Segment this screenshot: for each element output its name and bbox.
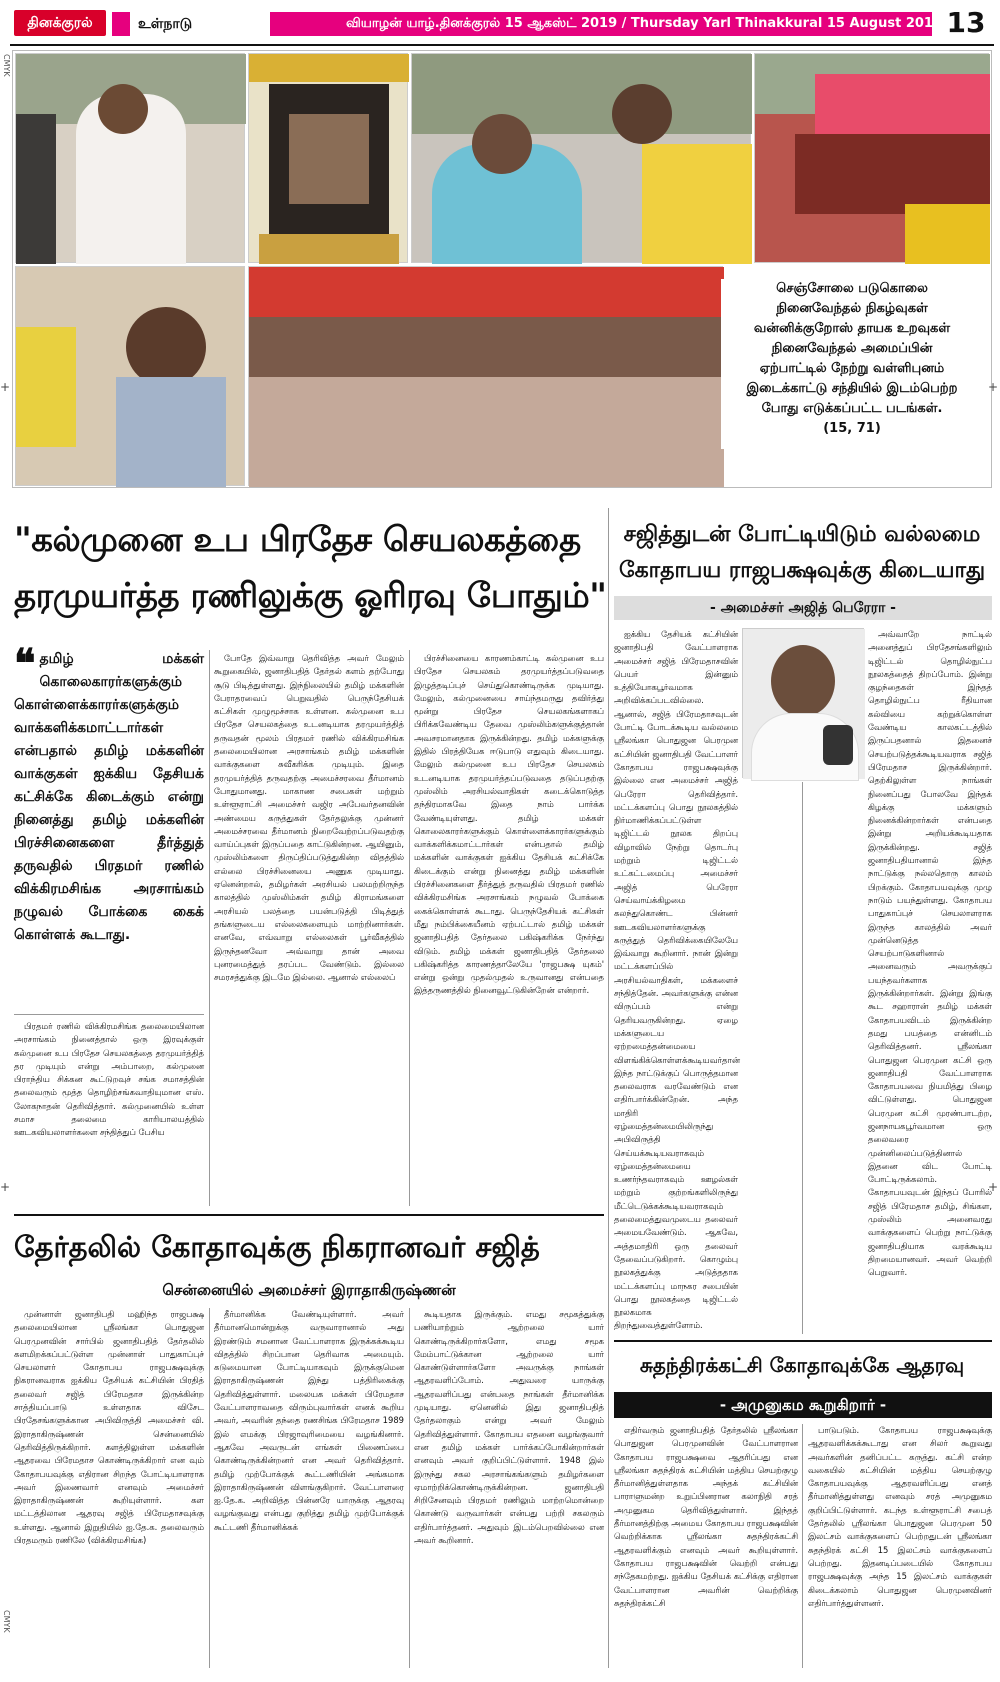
story1-col1-text: பிரதமர் ரணில் விக்கிரமசிங்க தலைமையிலான அரசாங்கம் நினைத்தால் ஒரு இரவுக்குள் கல்முனை உப பிரதேச செயலகத்தை தரமுயர்த்தித் தர முடியும் என்று அம்பாறை, கல்முனை பிராந்திய சிக்கன கூட்டுறவுச் சங்க சமாசத்தின் தலைவரும் மூத்த தொழிற்சங்கவாதியுமான எஸ். லோகநாதன் தெரிவித்தார். கல்முனையில் உள்ள சமாச தலைமை காரியாலயத்தில் ஊடகவியலாளர்களை சந்தித்துப் பேசிய (14, 1021, 204, 1138)
page-number: 13 (946, 6, 986, 39)
caption-code: (15, 71) (823, 421, 881, 436)
story1-col2 (214, 652, 404, 1206)
caption-line: செஞ்சோலை படுகொலை (776, 281, 928, 296)
story3-headline: தேர்தலில் கோதாவுக்கு நிகரானவர் சஜித் (14, 1230, 540, 1264)
registration-mark-icon: + (0, 1180, 11, 1194)
section-label: உள்நாடு (130, 12, 270, 36)
column-divider (802, 782, 803, 1334)
cmyk-mark-bottom: CMYK (2, 1610, 11, 1633)
story2-subhead: - அமைச்சர் அஜித் பெரேரா - (614, 596, 992, 620)
photo-minister-portrait (742, 628, 864, 778)
photo-child-flowers (15, 266, 245, 486)
story1-lead-text: தமிழ் மக்கள் கொலைகாரர்களுக்கும் கொள்ளைக்காரர்களுக்கும் வாக்களிக்கமாட்டார்கள் என்பதால் தமிழ் மக்களின் வாக்குகள் ஐக்கிய தேசியக் கட்சிக்கே கிடைக்கும் என்று நினைத்து தமிழ் மக்களின் பிரச்சினைகளை தீர்த்துத் தருவதில் பிரதமர் ரணில் விக்கிரமசிங்க அரசாங்கம் நழுவல் போக்கை கைக் கொள்ளக் கூடாது. (14, 651, 204, 943)
story3-col1-text: முன்னாள் ஜனாதிபதி மஹிந்த ராஜபக்ஷ தலைமையிலான ஸ்ரீலங்கா பொதுஜன பெரமுனவின் சார்பில் ஜனாதிபதித் தேர்தலில் களமிறக்கப்பட்டுள்ள முன்னாள் பாதுகாப்புச் செயலாளர் கோதாபய ராஜபக்ஷவுக்கு நிகரானவராக ஐக்கிய தேசியக் கட்சியின் பிரதித் தலைவர் சஜித் பிரேமதாச இருக்கின்ற சாத்தியப்பாடு உள்ளதாக விசேட பிரதேசங்களுக்கான அபிவிருத்தி அமைச்சர் வி. இராதாகிருஷ்ணன் சென்னையில் தெரிவித்திருக்கிறார். களத்திலுள்ள மக்களின் ஆதரவை பிரேமதாச கொண்டிருக்கிறார் என வும் கோதாபயவுக்கு எதிரான சிறந்த போட்டியாளராக அவர் இணைவார் எனவும் அமைச்சர் இராதாகிருஷ்ணன் கூறியுள்ளார். கள மட்டத்திலான ஆதரவு சஜித் பிரேமதாசவுக்கு உள்ளது. ஆனால் இறுதியில் ஐ.தே.க. தலைவரும் பிரதமரும் ரணிலே (விக்கிரமசிங்க) (14, 1309, 204, 1546)
caption-line: நினைவேந்தல் நிகழ்வுகள் (776, 301, 928, 316)
story1-col3-text: பிரச்சினையை காரணம்காட்டி கல்முனை உப பிரதேச செயலகம் தரமுயர்த்தப்படுவதை இழுத்தடிப்புச் செய்துகொண்டிருக்க முடியாது. மேலும், கல்முனையை சாய்ந்தமருது தவிர்த்து மூன்று பிரதேச செயலகங்களாகப் பிரிக்கவேண்டிய தேவை முஸ்லிம்களுக்குத்தான் அவசரமானதாக இருக்கின்றது. தமிழ் மக்களுக்கு இதில் பிரத்தியேக ஈடுபாடு எதுவும் கிடையாது. மேலும் கல்முனை உப பிரதேச செயலகம் உடனடியாக தரமுயர்த்தப்படுவதை தடுப்பதற்கு முஸ்லிம் அரசியல்வாதிகள் கடைக்கொடுத்த தந்திரமாகவே இதை நாம் பார்க்க வேண்டியுள்ளது. தமிழ் மக்கள் கொலைகாரர்களுக்கும் கொள்ளைக்காரர்களுக்கும் வாக்களிக்கமாட்டார்கள் என்பதால் தமிழ் மக்களின் வாக்குகள் ஐக்கிய தேசியக் கட்சிக்கே கிடைக்கும் என்று நினைத்து தமிழ் மக்களின் பிரச்சினைகளை தீர்த்துத் தருவதில் பிரதமர் ரணில் விக்கிரமசிங்க அரசாங்கம் நழுவல் போக்கை கைக்கொள்ளக் கூடாது. பெருந்தேசியக் கட்சிகள் மீது நம்பிக்கையீனம் ஏற்பட்டால் தமிழ் மக்கள் ஜனாதிபதித் தேர்தலை பகிஷ்கரிக்க நேர்ந்து விடும். தமிழ் மக்கள் ஜனாதிபதித் தேர்தலை பகிஷ்கரித்த காரணத்தாலேயே 'ராஜபக்ஷ யுகம்' என்று ஒன்று முதல்முதல் உருவானது என்பதை இத்தருணத்தில் நினைவூட்டுகின்றேன் என்றார். (414, 653, 604, 996)
masthead (0, 0, 1000, 44)
quote-mark-icon: ❝ (14, 640, 36, 687)
story3-col2 (214, 1308, 404, 1668)
newspaper-logo: தினக்குரல் (14, 10, 106, 36)
story1-headline-line2: தரமுயர்த்த ரணிலுக்கு ஓரிரவு போதும்" (14, 576, 607, 616)
story2-col2-text: அவ்வாறே நாட்டில் அனைத்துப் பிரதேசங்களிலும் டிஜிட்டல் தொழில்நுட்ப நூலகத்தைத் திறப்போம். இன்று குழந்தைகள் இந்தத் தொழில்நுட்ப ரீதியான கல்வியை கற்றுக்கொள்ள வேண்டிய காலகட்டத்தில் இருப்பதனால் இதனைச் செயற்படுத்தக்கூடியவராக சஜித் பிரேமதாச இருக்கின்றார். தெற்கிலுள்ள நாங்கள் நினைப்பது போலவே இந்தக் கிழக்கு மக்களும் நினைக்கின்றார்கள் என்பதை இன்று அறியக்கூடியதாக இருக்கின்றது. சஜித் ஜனாதிபதியானால் இந்த நாட்டுக்கு நல்லதொரு காலம் பிறக்கும். கோதாபயவுக்கு முழு நாடும் பயந்துள்ளது. கோதாபய பாதுகாப்புச் செயலாளராக இருந்த காலத்தில் அவர் முன்னெடுத்த செயற்பாடுகளினால் அனைவரும் அவருக்குப் பயந்தவர்களாக இருக்கின்றார்கள். இன்று இங்கு கூட சஹாரான் தமிழ் மக்கள் கோதாபயவிடம் இருக்கின்ற தமது பயத்தை என்னிடம் தெரிவித்தனர். ஸ்ரீலங்கா பொதுஜன பெரமுன கட்சி ஒரு ஜனாதிபதி வேட்பாளராக கோதாபயவை நியமித்து பிழை விட்டுள்ளது. பொதுஜன பெரமுன கட்சி முரண்பாடற்ற, ஜனநாயகபூர்வமான ஒரு தலைவரை முன்னிலைப்படுத்தினால் இதனை விட போட்டி போட்டிருக்கலாம். கோதாபயவுடன் இந்தப் போரில் சஜித் பிரேமதாச தமிழ், சிங்கள, முஸ்லிம் அனைவரது வாக்குகளைப் பெற்று நாட்டுக்கு ஜனாதிபதியாக வரக்கூடிய திறமையானவர். அவர் வெற்றி பெறுவார். (868, 629, 992, 1278)
story3-col3 (414, 1308, 604, 1668)
story4-subhead: - அமுனுகம கூறுகிறார் - (614, 1392, 992, 1418)
column-divider (409, 1308, 410, 1668)
photo-lamp-lighting (15, 53, 245, 263)
story2-headline-line1: சஜித்துடன் போட்டியிடும் வல்லமை (623, 521, 981, 547)
section-rule (614, 1340, 992, 1342)
story1-col3 (414, 652, 604, 1206)
story4-col2 (808, 1424, 992, 1668)
photo-crowd (248, 266, 723, 486)
story1-headline (14, 512, 614, 630)
column-divider (209, 1308, 210, 1668)
story3-col1 (14, 1308, 204, 1668)
column-divider (209, 650, 210, 1206)
page-column-divider (608, 508, 609, 1668)
registration-mark-icon: + (0, 380, 11, 394)
story2-col1 (614, 782, 798, 1334)
story1-col1 (14, 1020, 204, 1206)
photo-collage (12, 50, 992, 488)
story3-subhead: சென்னையில் அமைச்சர் இராதாகிருஷ்ணன் (162, 1281, 456, 1299)
dateline: வியாழன் யாழ்.தினக்குரல் 15 ஆகஸ்ட் 2019 / Thursday Yarl Thinakkural 15 August 2019 (322, 12, 932, 36)
divider (14, 1014, 204, 1015)
story4-col1-text: எதிர்வரும் ஜனாதிபதித் தேர்தலில் ஸ்ரீலங்கா பொதுஜன பெரமுனவின் வேட்பாளரான கோதாபய ராஜபக்ஷவை ஆதரிப்பது என ஸ்ரீலங்கா சுதந்திரக் கட்சியின் மத்திய செயற்குழு தீர்மானித்துள்ளதாக அந்தக் கட்சியின் பாராளுமன்ற உறுப்பினரான கலாநிதி சரத் அமுனுகம தெரிவித்துள்ளார். இந்தத் தீர்மானத்திற்கு அமைய கோதாபய ராஜபக்ஷவின் வெற்றிக்காக ஸ்ரீலங்கா சுதந்திரக்கட்சி ஆதரவளிக்கும் எனவும் அவர் கூறியுள்ளார். கோதாபய ராஜபக்ஷவின் வெற்றி என்பது சந்தேகமற்றது. ஐக்கிய தேசியக் கட்சிக்கு எதிரான வேட்பாளரான அவரின் வெற்றிக்கு சுதந்திரக்கட்சி (614, 1425, 798, 1608)
story1-headline-line1: "கல்முனை உப பிரதேச செயலகத்தை (14, 520, 581, 560)
story4-col1 (614, 1424, 798, 1668)
photo-caption (721, 279, 983, 449)
story1-lead (14, 640, 204, 1008)
caption-line: இடைக்காட்டு சந்தியில் இடம்பெற்ற (746, 381, 958, 396)
story4-col2-text: பாடுபடும். கோதாபய ராஜபக்ஷவுக்கு ஆதரவளிக்கக்கூடாது என சிலர் கூறுவது அவர்களின் தனிப்பட்ட கருத்து. கட்சி என்ற வகையில் கட்சியின் மத்திய செயற்குழு கோதாபயவுக்கு ஆதரவளிப்பது எனத் தீர்மானித்துள்ளது எனவும் சரத் அமுனுகம குறிப்பிட்டுள்ளார். கடந்த உள்ளூராட்சி சபைத் தேர்தலில் ஸ்ரீலங்கா பொதுஜன பெரமுன 50 இலட்சம் வாக்குகளைப் பெற்றதுடன் ஸ்ரீலங்கா சுதந்திரக் கட்சி 15 இலட்சம் வாக்குகளைப் பெற்றது. இதனடிப்படையில் கோதாபய ராஜபக்ஷவுக்கு அந்த 15 இலட்சம் வாக்குகள் கிடைக்கலாம் பொதுஜன பெரமுனவினர் எதிர்பார்த்துள்ளனர். (808, 1425, 992, 1608)
story2-col1-text: ஐக்கிய தேசியக் கட்சியின் ஜனாதிபதி வேட்பாளராக அமைச்சர் சஜித் பிரேமதாசவின் பெயர் இன்னும் உத்தியோகபூர்வமாக அறிவிக்கப்படவில்லை. ஆனால், சஜித் பிரேமதாசவுடன் போட்டி போடக்கூடிய வல்லமை ஸ்ரீலங்கா பொதுஜன பெரமுன கட்சியின் ஜனாதிபதி வேட்பாளர் கோதாபய ராஜபக்ஷவுக்கு இல்லை என அமைச்சர் அஜித் பெரேரா தெரிவித்தார். மட்டக்களப்பு பொது நூலகத்தில் நிர்மாணிக்கப்பட்டுள்ள டிஜிட்டல் நூலக திறப்பு விழாவில் நேற்று தொடர்பு மற்றும் டிஜிட்டல் உட்கட்டமைப்பு அமைச்சர் அஜித் பெரேரா செய்வாய்க்கிழமை கலந்துகொண்ட பின்னர் ஊடகவியலாளர்களுக்கு கருத்துத் தெரிவிக்கையிலேயே இவ்வாறு கூறினார். நான் இன்று மட்டக்களப்பில் அரசியல்வாதிகள், மக்களைச் சந்தித்தேன். அவர்களுக்கு என்ன விருப்பம் என்று தெரியவருகின்றது. ஏழை மக்களுடைய ஏற்றமைத்தன்மையை விளங்கிக்கொள்ளக்கூடியவர்தான் இந்த நாட்டுக்குப் பொருத்தமான தலைவராக வரவேண்டும் என எதிர்பார்க்கின்றேன். அந்த மாதிரி ஏழ்மைத்தன்மையிலிருந்து அபிவிருத்தி செய்யக்கூடியவராகவும் ஏழ்மைத்தன்மையை உணர்ந்தவராகவும் ஊழல்கள் மற்றும் குற்றங்களிலிருந்து மீட்டெடுக்கக்கூடியவராகவும் தலைமைத்துவமுடைய தலைவர் அமையவேண்டும். ஆகவே, அத்தமாதிரி ஒரு தலைவர் தேவைப்படுகிறார். கொழும்பு நூலகத்துக்கு அடுத்ததாக மட்டக்களப்பு மாநகர சபையின் பொது நூலகத்தை டிஜிட்டல் நூலகமாக திறந்துவைத்துள்ளோம். (614, 629, 740, 1331)
story3-col3-text: கூடியதாக இருக்கும். எமது சமூகத்துக்கு பணியாற்றும் ஆற்றலை யார் கொண்டிருக்கிறார்களோ, எமது சமூக மேம்பாட்டுக்கான ஆற்றலை யார் கொண்டுள்ளார்களோ அவருக்கு நாங்கள் ஆதரவளிப்போம். அதுவரை யாருக்கு ஆதரவளிப்பது என்பதை நாங்கள் தீர்மானிக்க முடியாது. ஏனெனில் இது ஜனாதிபதித் தேர்தலாகும் என்று அவர் மேலும் தெரிவித்துள்ளார். கோதாபய எதனை வழங்குவார் என தமிழ் மக்கள் பார்க்கப்போகின்றார்கள் எனவும் அவர் குறிப்பிட்டுள்ளார். 1948 இல் இருந்து சகல அரசாங்கங்களும் தமிழர்களை ஏமாற்றிக்கொண்டிருக்கின்றன. ஜனாதிபதி சிறிசேனவும் பிரதமர் ரணிலும் மாற்றமொன்றை கொண்டு வருவார்கள் என்பது பற்றி சகலரும் எதிர்பார்த்தனர். அதுவும் இடம்பெறவில்லை என அவர் கூறினார். (414, 1309, 604, 1546)
caption-line: நினைவேந்தல் அமைப்பின் (771, 341, 933, 356)
section-rule (14, 1214, 604, 1216)
story2-col1-top (614, 628, 740, 1331)
story1-col2-text: போதே இவ்வாறு தெரிவித்த அவர் மேலும் கூறுகையில், ஜனாதிபதித் தேர்தல் களம் தற்போது சூடு பிடித்துள்ளது. இந்நிலையில் தமிழ் மக்களின் பேராதரவைப் பெறுவதில் பெருந்தேசியக் கட்சிகள் முழுமூச்சாக உள்ளன. கல்முனை உப பிரதேச செயலகத்தை உடனடியாக தரமுயர்த்தித் தருவதன் மூலம் பிரதமர் ரணில் விக்கிரமசிங்க தலைமையிலான அரசாங்கம் தமிழ் மக்களின் வாக்குகளை சுவீகரிக்க முடியும். இதை தரமுயர்த்தித் தருவதற்கு அமைச்சரவை தீர்மானம் போதுமானது. மாகாண சபைகள் மற்றும் உள்ளூராட்சி அமைச்சர் வஜிர அபேவர்தனவின் அண்மைய கருத்துகள் தேர்தலுக்கு முன்னர் அமைச்சரவை தீர்மானம் நிறைவேற்றப்படுவதற்கு வாய்ப்புகள் இருப்பதை காட்டுகின்றன. ஆயினும், முஸ்லிம்களை திருப்திப்படுத்துகின்ற விதத்தில் எல்லை பிரச்சினையை அணுக முடியாது. ஏனென்றால், தமிழர்கள் அரசியல் பலமற்றிருந்த காலத்தில் முஸ்லிம்கள் தமிழ் கிராமங்களை அரசியல் பலத்தை பயன்படுத்தி பிடித்துத் தங்களுடைய எல்லைகளையும் மாற்றினார்கள். எனவே, எவ்வாறு எல்லைகள் பூர்வீகத்தில் இருந்தனவோ அவ்வாறு தான் அவை புனரமைத்துத் தரப்பட வேண்டும். இல்லை சமரசத்துக்கு இடமே இல்லை. ஆனால் எல்லைப் (214, 653, 404, 983)
story2-headline (612, 516, 992, 592)
column-divider (802, 1424, 803, 1668)
photo-flower-tribute (411, 53, 751, 263)
registration-mark-icon: + (988, 380, 999, 394)
story2-headline-line2: கோதாபய ராஜபக்ஷவுக்கு கிடையாது (618, 557, 986, 583)
caption-line: ஏற்பாட்டில் நேற்று வள்ளிபுனம் (759, 361, 945, 376)
caption-line: வன்னிக்குறோஸ் தாயக உறவுகள் (753, 321, 951, 336)
story2-col2-top (868, 628, 992, 1278)
story4-headline: சுதந்திரக்கட்சி கோதாவுக்கே ஆதரவு (639, 1353, 965, 1377)
cmyk-mark-top: CMYK (2, 54, 11, 77)
header-rule (10, 44, 994, 46)
photo-memorial-portrait (248, 53, 408, 263)
photo-flower-altar (754, 53, 989, 263)
caption-line: போது எடுக்கப்பட்ட படங்கள். (761, 401, 943, 416)
column-divider (409, 650, 410, 1206)
story2-col2 (808, 782, 992, 1334)
registration-mark-icon: + (988, 1180, 999, 1194)
story3-col2-text: தீர்மானிக்க வேண்டியுள்ளார். அவர் தீர்மானமொன்றுக்கு வருவாரானால் அது இரண்டும் சமனான வேட்பாளராக இருக்கக்கூடிய விதத்தில் சிறப்பான தெரிவாக அமையும். கடுமையான போட்டியாகவும் இருக்குமென இராதாகிருஷ்ணன் இந்து பத்திரிகைக்கு தெரிவித்துள்ளார். மலையக மக்கள் பிரேமதாச வேட்பாளராவதை விரும்புவார்கள் எனக் கூறிய அவர், அவரின் தந்தை ரணசிங்க பிரேமதாச 1989 இல் எமக்கு பிரஜாவுரிமையை வழங்கினார். ஆகவே அவருடன் எங்கள் பிணைப்பை கொண்டிருக்கின்றனர் என அவர் தெரிவித்தார். தமிழ் முற்போக்குக் கூட்டணியின் அங்கமாக இராதாகிருஷ்ணன் விளங்குகிறார். வேட்பாளரை ஐ.தே.க. அறிவித்த பின்னரே யாருக்கு ஆதரவு வழங்குவது என்பது குறித்து தமிழ் முற்போக்குக் கூட்டணி தீர்மானிக்கக் (214, 1309, 404, 1532)
